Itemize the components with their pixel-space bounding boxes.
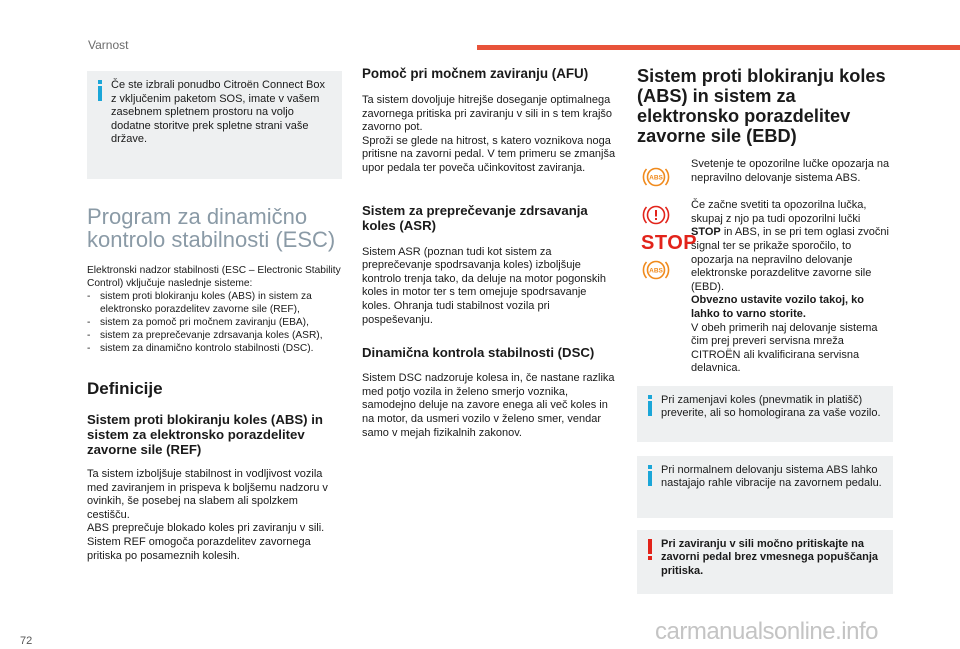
abs-body-paragraph: Ta sistem izboljšuje stabilnost in vodljivost vozila med zaviranjem in prispeva k boljšemu nadzoru v ovinkih, še posebej na slabem ali spolzkem cestišču. <box>87 468 328 521</box>
info-text: Pri zamenjavi koles (pnevmatik in platišč) preverite, ali so homologirana za vaše vozilo. <box>661 393 881 420</box>
abs-light-text: Svetenje te opozorilne lučke opozarja na nepravilno delovanje sistema ABS. <box>691 158 890 184</box>
list-item: - sistem za pomoč pri močnem zaviranju (EBA), <box>87 316 342 329</box>
definitions-title: Definicije <box>87 379 163 398</box>
dsc-title: Dinamična kontrola stabilnosti (DSC) <box>362 345 595 361</box>
list-item: - sistem za preprečevanje zdrsavanja koles (ASR), <box>87 329 342 342</box>
ebd-warning-row <box>637 199 893 376</box>
asr-title: Sistem za preprečevanje zdrsavanja koles (ASR) <box>362 202 588 233</box>
section-label: Varnost <box>88 38 129 52</box>
esc-list <box>87 290 342 355</box>
abs-warning-icon <box>641 257 671 283</box>
warning-text: Pri zaviranju v sili močno pritiskajte na zavorni pedal brez vmesnega popuščanja pritiska. <box>661 537 879 577</box>
watermark: carmanualsonline.info <box>655 618 878 645</box>
info-icon <box>646 465 654 486</box>
esc-intro: Elektronski nadzor stabilnosti (ESC – Electronic Stability Control) vključuje naslednje sisteme: <box>87 265 341 289</box>
svg-text:ABS: ABS <box>649 267 663 275</box>
middle-column <box>362 66 618 440</box>
info-box-vibrations <box>637 456 893 518</box>
page-number: 72 <box>20 635 33 647</box>
list-item: - sistem proti blokiranju koles (ABS) in sistem za elektronsko porazdelitev zavorne sile (REF), <box>87 290 342 316</box>
info-text: Pri normalnem delovanju sistema ABS lahko nastajajo rahle vibracije na zavornem pedalu. <box>661 463 882 490</box>
header-accent-bar <box>477 45 960 50</box>
stop-warning-icon: STOP <box>641 232 698 255</box>
dsc-body: Sistem DSC nadzoruje kolesa in, če nastane razlika med potjo vozila in želeno smerjo voznika, samodejno deluje na zavore enega ali več koles in na motor, da usmeri vozilo v želeno smer, vendar samo v mejah fizikalnih zakonov. <box>362 372 615 439</box>
warning-box-braking <box>637 530 893 594</box>
abs-icon-label: ABS <box>649 174 663 182</box>
abs-ebd-title: Sistem proti blokiranju koles (ABS) in sistem za elektronsko porazdelitev zavorne sile (EBD) <box>637 66 886 146</box>
esc-title: Program za dinamično kontrolo stabilnosti (ESC) <box>87 204 336 252</box>
afu-body-paragraph: Sproži se glede na hitrost, s katero voznikova noga pritisne na zavorni pedal. V tem primeru se zmanjša upor pedala ter poveča učinkovitost zaviranja. <box>362 134 616 174</box>
right-column <box>637 66 893 594</box>
info-icon <box>646 395 654 416</box>
brake-warning-icon <box>641 202 671 228</box>
afu-title: Pomoč pri močnem zaviranju (AFU) <box>362 66 589 81</box>
abs-warning-icon <box>641 164 671 190</box>
ebd-warning-icons <box>641 202 697 283</box>
warning-icon <box>646 539 654 560</box>
ebd-warning-text: Če začne svetiti ta opozorilna lučka, skupaj z njo pa tudi opozorilni lučki STOP in ABS, in se pri tem oglasi zvočni signal ter se prikaže sporočilo, to opozarja na nepravilno delovanje elektronske porazdelitve zavorne sile (EBD). <box>691 199 889 293</box>
info-box-connect <box>87 71 342 179</box>
asr-body: Sistem ASR (poznan tudi kot sistem za preprečevanje spodrsavanja koles) izboljšuje kontrolo trenja tako, da deluje na motor pogonskih koles in motor ter s tem omejuje spodrsavanje koles. Ohranja tudi stabilnost vozila pri pospeševanju. <box>362 245 606 326</box>
ebd-warning-followup: V obeh primerih naj delovanje sistema čim prej preveri servisna mreža CITROËN ali kvalificirana servisna delavnica. <box>691 321 878 375</box>
abs-body-paragraph: ABS preprečuje blokado koles pri zaviranju v sili. <box>87 522 325 535</box>
afu-body-paragraph: Ta sistem dovoljuje hitrejše doseganje optimalnega zavornega pritiska pri zaviranju v sili in s tem krajšo zavorno pot. <box>362 94 613 134</box>
abs-ref-title: Sistem proti blokiranju koles (ABS) in sistem za elektronsko porazdelitev zavorne sile (REF) <box>87 412 323 457</box>
info-icon <box>96 80 104 101</box>
abs-light-row <box>637 158 893 185</box>
info-text: Če ste izbrali ponudbo Citroën Connect Box z vključenim paketom SOS, imate v vašem zasebnem spletnem prostoru na voljo dodatne storitve prek spletne strani vaše države. <box>111 79 326 145</box>
info-box-wheels <box>637 386 893 442</box>
list-item: - sistem za dinamično kontrolo stabilnosti (DSC). <box>87 342 342 355</box>
abs-body-paragraph: Sistem REF omogoča porazdelitev zavornega pritiska po posameznih kolesih. <box>87 535 311 562</box>
ebd-warning-bold: Obvezno ustavite vozilo takoj, ko lahko to varno storite. <box>691 294 864 320</box>
left-column <box>87 71 342 563</box>
